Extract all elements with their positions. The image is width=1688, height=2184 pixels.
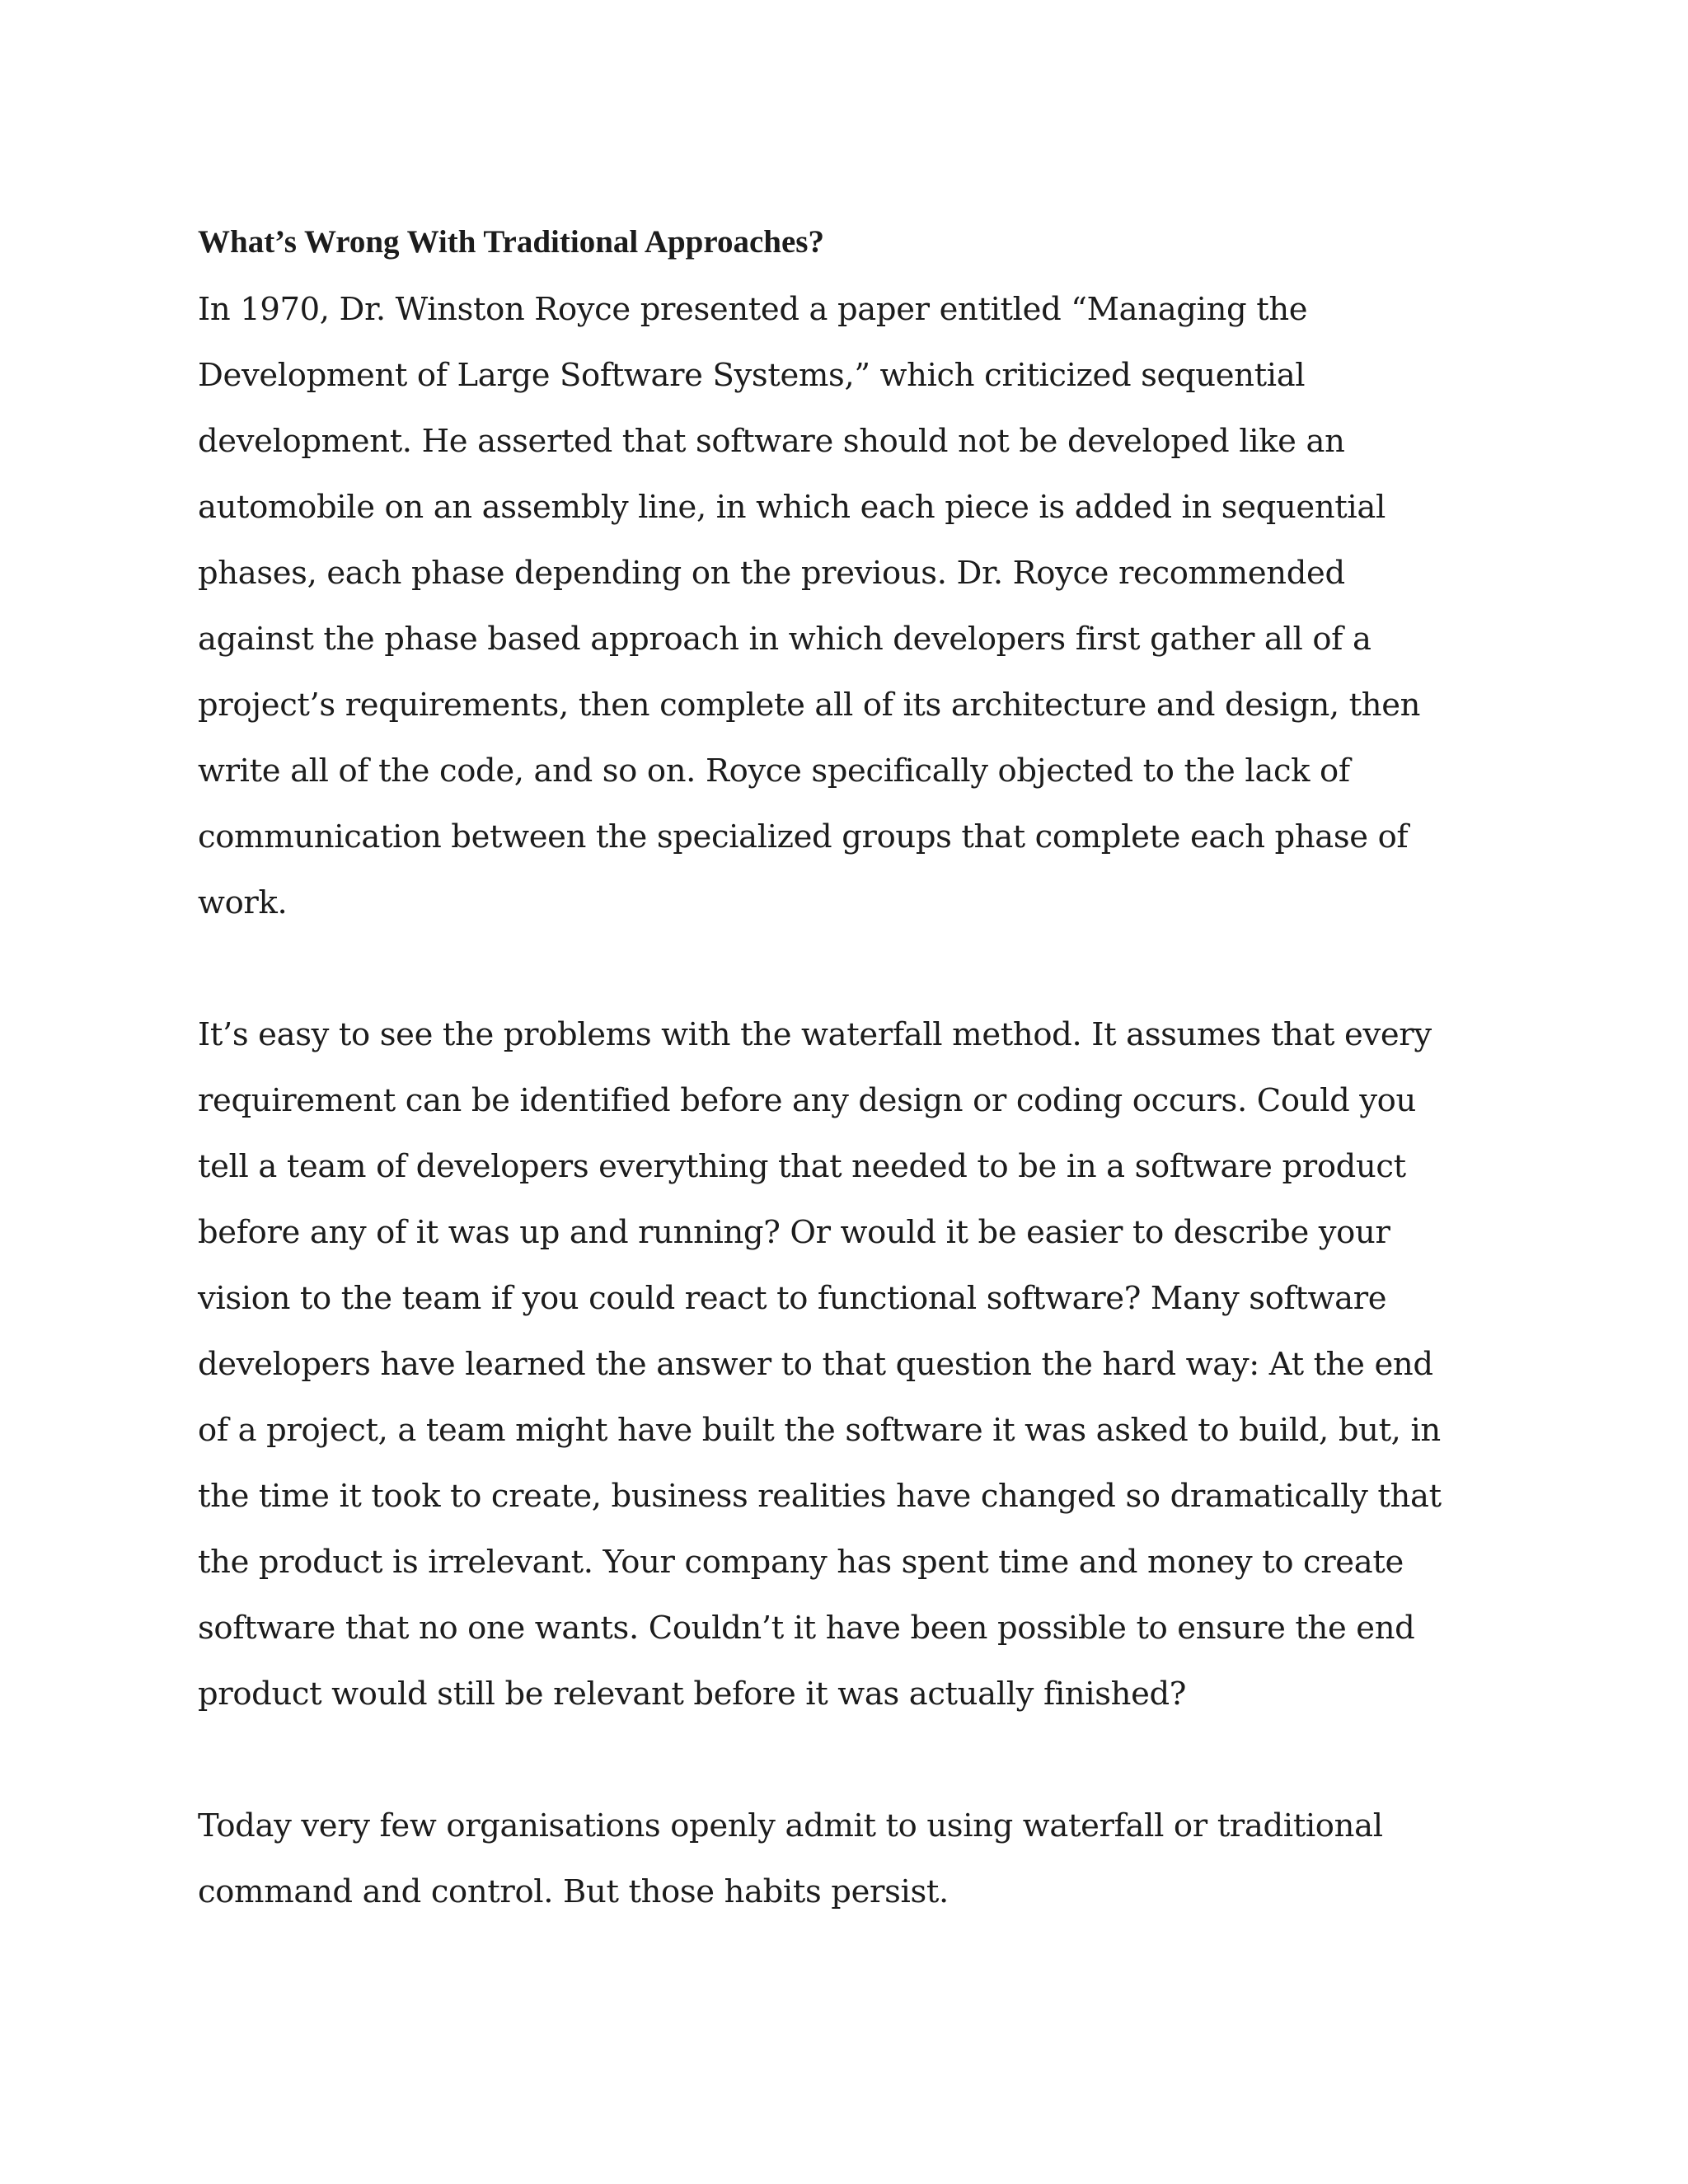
paragraph-line: the time it took to create, business realities have changed so dramatically that <box>198 1478 1442 1515</box>
paragraph-line: development. He asserted that software should not be developed like an <box>198 423 1345 460</box>
paragraph-line: tell a team of developers everything that needed to be in a software product <box>198 1148 1406 1185</box>
paragraph-line: the product is irrelevant. Your company has spent time and money to create <box>198 1544 1404 1581</box>
paragraph-line: Development of Large Software Systems,” which criticized sequential <box>198 357 1306 394</box>
paragraph-line: phases, each phase depending on the previous. Dr. Royce recommended <box>198 555 1345 592</box>
paragraph-line: project’s requirements, then complete all of its architecture and design, then <box>198 687 1421 724</box>
paragraph-line: before any of it was up and running? Or would it be easier to describe your <box>198 1214 1390 1251</box>
paragraph-line: It’s easy to see the problems with the waterfall method. It assumes that every <box>198 1016 1432 1053</box>
paragraph-royce <box>198 277 1517 936</box>
paragraph-line: software that no one wants. Couldn’t it have been possible to ensure the end <box>198 1610 1415 1647</box>
paragraph-line: communication between the specialized groups that complete each phase of <box>198 818 1409 855</box>
paragraph-line: In 1970, Dr. Winston Royce presented a paper entitled “Managing the <box>198 291 1308 328</box>
paragraph-line: product would still be relevant before it was actually finished? <box>198 1675 1187 1713</box>
paragraph-line: command and control. But those habits persist. <box>198 1873 949 1910</box>
section-heading: What’s Wrong With Traditional Approaches? <box>198 224 824 260</box>
paragraph-today <box>198 1793 1517 1925</box>
paragraph-line: write all of the code, and so on. Royce specifically objected to the lack of <box>198 752 1350 790</box>
paragraph-line: work. <box>198 884 288 921</box>
paragraph-line: vision to the team if you could react to functional software? Many software <box>198 1280 1387 1317</box>
paragraph-line: automobile on an assembly line, in which each piece is added in sequential <box>198 489 1386 526</box>
paragraph-waterfall-problems <box>198 1002 1517 1727</box>
paragraph-line: of a project, a team might have built the software it was asked to build, but, in <box>198 1412 1441 1449</box>
paragraph-line: requirement can be identified before any design or coding occurs. Could you <box>198 1082 1416 1119</box>
paragraph-line: developers have learned the answer to that question the hard way: At the end <box>198 1346 1433 1383</box>
paragraph-line: Today very few organisations openly admit to using waterfall or traditional <box>198 1807 1383 1844</box>
paragraph-line: against the phase based approach in which developers first gather all of a <box>198 621 1372 658</box>
